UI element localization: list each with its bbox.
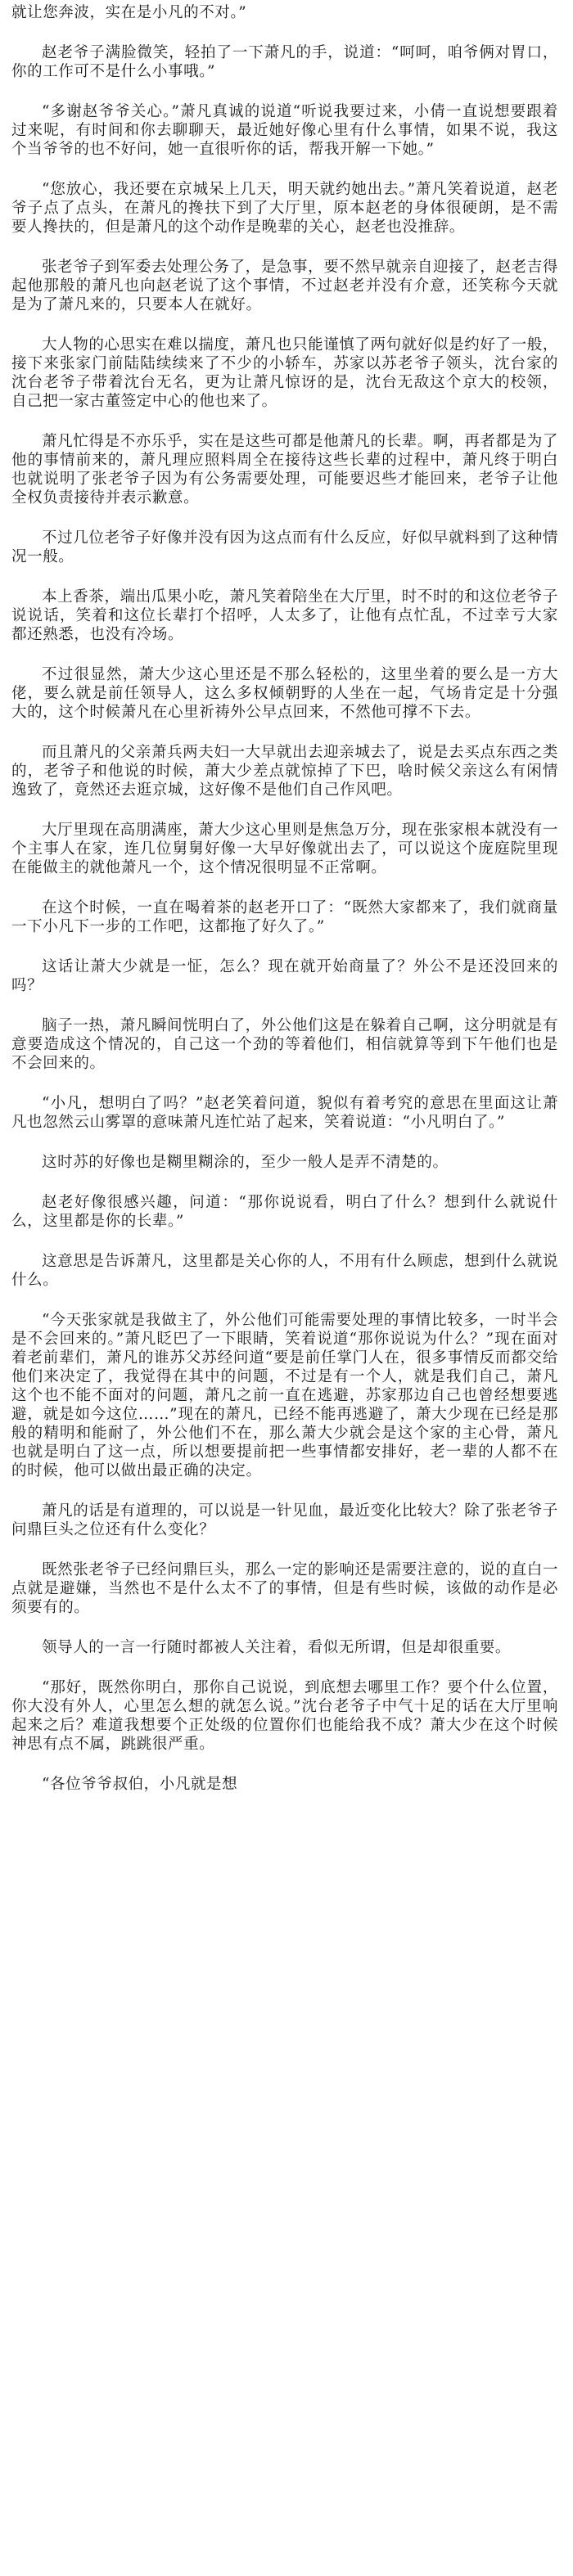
paragraph-15: 脑子一热，萧凡瞬间恍明白了，外公他们这是在躲着自己啊，这分明就是有意要造成这个情况的，自己这一个劲的等着他们，相信就算等到下午他们也是不会回来的。: [11, 1017, 558, 1072]
paragraph-13: 在这个时候，一直在喝着茶的赵老开口了：“既然大家都来了，我们就商量一下小凡下一步的工作吧，这都拖了好久了。”: [11, 899, 558, 935]
paragraph-20: “今天张家就是我做主了，外公他们可能需要处理的事情比较多，一时半会是不会回来的。”萧凡眨巴了一下眼睛，笑着说道“那你说说为什么？”现在面对着老前辈们，萧凡的谁苏父苏经问道“要是前任掌门人在，很多事情反而都交给他们来决定了，我觉得在其中的问题，不过是有一个人，就是我们自己，萧凡这个也不能不面对的问题，萧凡之前一直在逃避，苏家那边自己也曾经想要逃避，就是如今这位……”现在的萧凡，已经不能再逃避了，萧大少现在已经是那般的精明和能耐了，外公他们不在，那么萧大少就会是这个家的主心骨，萧凡也就是明白了这一点，所以想要提前把一些事情都安排好，老一辈的人都不在的时候，他可以做出最正确的决定。: [11, 1312, 558, 1479]
paragraph-9: 本上香茶，端出瓜果小吃，萧凡笑着陪坐在大厅里，时不时的和这位老爷子说说话，笑着和这位长辈打个招呼，人太多了，让他有点忙乱，不过幸亏大家都还熟悉，也没有冷场。: [11, 588, 558, 643]
paragraph-23: 领导人的一言一行随时都被人关注着，看似无所谓，但是却很重要。: [42, 1639, 512, 1656]
paragraph-6: 大人物的心思实在难以揣度，萧凡也只能谨慎了两句就好似是约好了一般，接下来张家门前陆陆续续来了不少的小轿车，苏家以苏老爷子领头，沈台家的沈台老爷子带着沈台无名，更为让萧凡惊讶的是，沈台无敌这个京大的校领，自己把一家古董签定中心的他也来了。: [11, 336, 558, 410]
paragraph-17: 这时苏的好像也是糊里糊涂的，至少一般人是弄不清楚的。: [42, 1154, 449, 1171]
paragraph-11: 而且萧凡的父亲萧兵两夫妇一大早就出去迎亲城去了，说是去买点东西之类的，老爷子和他说的时候，萧大少差点就惊掉了下巴，啥时候父亲这么有闲情逸致了，竟然还去逛京城，这好像不是他们自己作风吧。: [11, 744, 558, 799]
paragraph-22: 既然张老爷子已经问鼎巨头，那么一定的影响还是需要注意的，说的直白一点就是避嫌，当然也不是什么太不了的事情，但是有些时候，该做的动作是必须要有的。: [11, 1561, 558, 1616]
paragraph-1: 就让您奔波，实在是小凡的不对。”: [11, 4, 247, 21]
paragraph-3: “多谢赵爷爷关心。”萧凡真诚的说道“听说我要过来，小倩一直说想要跟着过来呢，有时间和你去聊聊天，最近她好像心里有什么事情，如果不说，我这个当爷爷的也不好问，她一直很听你的话，帮我开解一下她。”: [11, 103, 558, 158]
paragraph-19: 这意思是告诉萧凡，这里都是关心你的人，不用有什么顾虑，想到什么就说什么。: [11, 1253, 558, 1289]
paragraph-7: 萧凡忙得是不亦乐乎，实在是这些可都是他萧凡的长辈。啊，再者都是为了他的事情前来的，萧凡理应照料周全在接待这些长辈的过程中，萧凡终于明白也就说明了张老爷子因为有公务需要处理，可能要迟些才能回来，老爷子让他全权负责接待并表示歉意。: [11, 433, 558, 507]
paragraph-18: 赵老好像很感兴趣，问道：“那你说说看，明白了什么？想到什么就说什么，这里都是你的长辈。”: [11, 1194, 558, 1230]
paragraph-5: 张老爷子到军委去处理公务了，是急事，要不然早就亲自迎接了，赵老吉得起他那般的萧凡也向赵老说了这个事情，不过赵老并没有介意，还笑称今天就是为了萧凡来的，只要本人在就好。: [11, 259, 558, 313]
paragraph-21: 萧凡的话是有道理的，可以说是一针见血，最近变化比较大？除了张老爷子问鼎巨头之位还有什么变化？: [11, 1502, 558, 1538]
paragraph-12: 大厅里现在高朋满座，萧大少这心里则是焦急万分，现在张家根本就没有一个主事人在家，连几位舅舅好像一大早好像就出去了，可以说这个庞庭院里现在能做主的就他萧凡一个，这个情况很明显不正常啊。: [11, 822, 558, 876]
paragraph-2: 赵老爷子满脸微笑，轻拍了一下萧凡的手，说道：“呵呵，咱爷俩对胃口，你的工作可不是什么小事哦。”: [11, 44, 558, 80]
paragraph-10: 不过很显然，萧大少这心里还是不那么轻松的，这里坐着的要么是一方大佬，要么就是前任领导人，这么多权倾朝野的人坐在一起，气场肯定是十分强大的，这个时候萧凡在心里祈祷外公早点回来，不然他可撑不下去。: [11, 666, 558, 721]
paragraph-8: 不过几位老爷子好像并没有因为这点而有什么反应，好似早就料到了这种情况一般。: [11, 529, 558, 565]
paragraph-25: “各位爷爷叔伯，小凡就是想: [42, 1776, 238, 1793]
paragraph-4: “您放心，我还要在京城呆上几天，明天就约她出去。”萧凡笑着说道，赵老爷子点了点头，在萧凡的搀扶下到了大厅里，原本赵老的身体很硬朗，是不需要人搀扶的，但是萧凡的这个动作是晚辈的关心，赵老也没推辞。: [11, 181, 558, 236]
paragraph-14: 这话让萧大少就是一怔，怎么？现在就开始商量了？外公不是还没回来的吗？: [11, 958, 558, 994]
paragraph-16: “小凡，想明白了吗？”赵老笑着问道，貌似有着考究的意思在里面这让萧凡也忽然云山雾罩的意味萧凡连忙站了起来，笑着说道：“小凡明白了。”: [11, 1095, 558, 1131]
paragraph-24: “那好，既然你明白，那你自己说说，到底想去哪里工作？要个什么位置，你大没有外人，心里怎么想的就怎么说。”沈台老爷子中气十足的话在大厅里响起来之后？难道我想要个正处级的位置你们也能给我不成？萧大少在这个时候神思有点不属，跳跳很严重。: [11, 1679, 558, 1753]
